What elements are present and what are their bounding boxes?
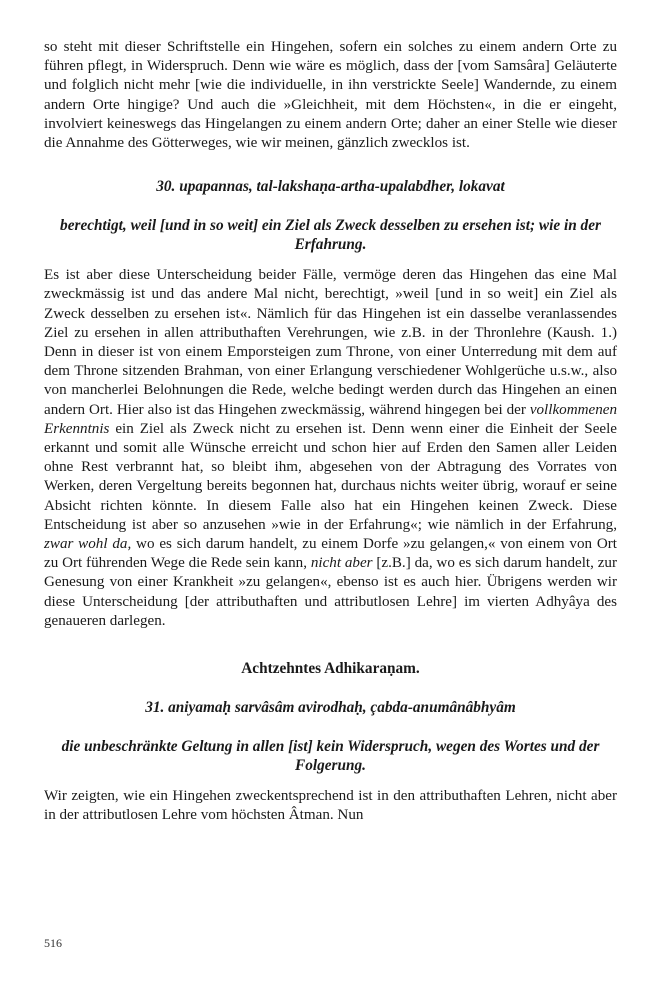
- paragraph-top: so steht mit dieser Schriftstelle ein Hingehen, sofern ein solches zu einem andern Orte zu führen pflegt, in Widerspruch. Denn wie wäre es möglich, dass der [vom Samsâra] Geläuterte und folglich nicht mehr [wie die individuelle, in ihn verstrickte Seele] Wandernde, zu einem andern Orte hingige? Und auch die »Gleichheit, mit dem Höchsten«, in die er eingeht, involviert keineswegs das Hingelangen zu einem andern Orte; daher an einer Stelle wie dieser die Annahme des Götterweges, wie wir meinen, gänzlich zwecklos ist.: [44, 39, 617, 152]
- sutra-30-translation: berechtigt, weil [und in so weit] ein Ziel als Zweck desselben zu ersehen ist; wie in der Erfahrung.: [60, 217, 601, 254]
- italic-phrase: zwar wohl da,: [44, 536, 132, 553]
- italic-phrase: vollkommenen Erkenntnis: [44, 401, 617, 437]
- sutra-31-commentary: Wir zeigten, wie ein Hingehen zweckentsprechend ist in den attributhaften Lehren, nicht aber in der attributlosen Lehre vom höchsten Âtman. Nun: [44, 788, 617, 824]
- adhikarana-heading: Achtzehntes Adhikaraṇam.: [241, 660, 420, 678]
- sutra-31-translation: die unbeschränkte Geltung in allen [ist] kein Widerspruch, wegen des Wortes und der Folgerung.: [61, 738, 600, 775]
- page-text-column: [44, 38, 617, 825]
- text-run: ein Ziel als Zweck nicht zu ersehen ist. Denn wenn einer die Einheit der Seele erkannt und somit alle Wünsche erreicht und schon hier auf Erden den Samen aller Leiden ohne Rest verbrannt hat, so bleibt ihm, abgesehen von der Abtragung des Vorrates von Werken, deren Vergeltung bereits begonnen hat, durchaus nichts weiter übrig, worauf er seine Absicht richten könnte. In diesem Falle also hat ein Hingehen keinen Zweck. Diese Entscheidung ist aber so anzusehen »wie in der Erfahrung«; wie nämlich in der Erfahrung,: [44, 420, 617, 533]
- text-run: Es ist aber diese Unterscheidung beider Fälle, vermöge deren das Hingehen das eine Mal zweckmässig ist und das andere Mal nicht, berechtigt, »weil [und in so weit] ein Ziel als Zweck desselben zu ersehen ist«. Nämlich für das Hingehen ist ein dasselbe veranlassendes Ziel zu ersehen in allen attributhaften Verehrungen, wie z.B. in der Thronlehre (Kaush. 1.) Denn in dieser ist von einem Emporsteigen zum Throne, von einer Unterredung mit dem auf dem Throne sitzenden Brahman, von einer Erlangung verschiedener Wohlgerüche u.s.w., also von mancherlei Belohnungen die Rede, welche bedingt werden durch das Hingehen an einen andern Ort. Hier also ist das Hingehen zweckmässig, während hingegen bei der: [44, 267, 617, 418]
- italic-phrase: nicht aber: [310, 555, 373, 572]
- sutra-30-heading: 30. upapannas, tal-lakshaṇa-artha-upalabdher, lokavat: [156, 178, 505, 196]
- sutra-30-commentary: [44, 266, 617, 631]
- text-run: wo es sich darum handelt, zu einem Dorfe »zu gelangen,« von einem von Ort zu Ort führenden Wege die Rede sein kann,: [44, 536, 617, 572]
- page-number: 516: [44, 936, 62, 950]
- text-run: [z.B.] da, wo es sich darum handelt, zur Genesung von einer Krankheit »zu gelangen«, ebenso ist es auch hier. Übrigens werden wir diese Unterscheidung [der attributhaften und attributlosen Lehre] im vierten Adhyâya des genaueren darlegen.: [44, 555, 617, 629]
- sutra-31-heading: 31. aniyamaḥ sarvâsâm avirodhaḥ, çabda-anumânâbhyâm: [145, 699, 516, 717]
